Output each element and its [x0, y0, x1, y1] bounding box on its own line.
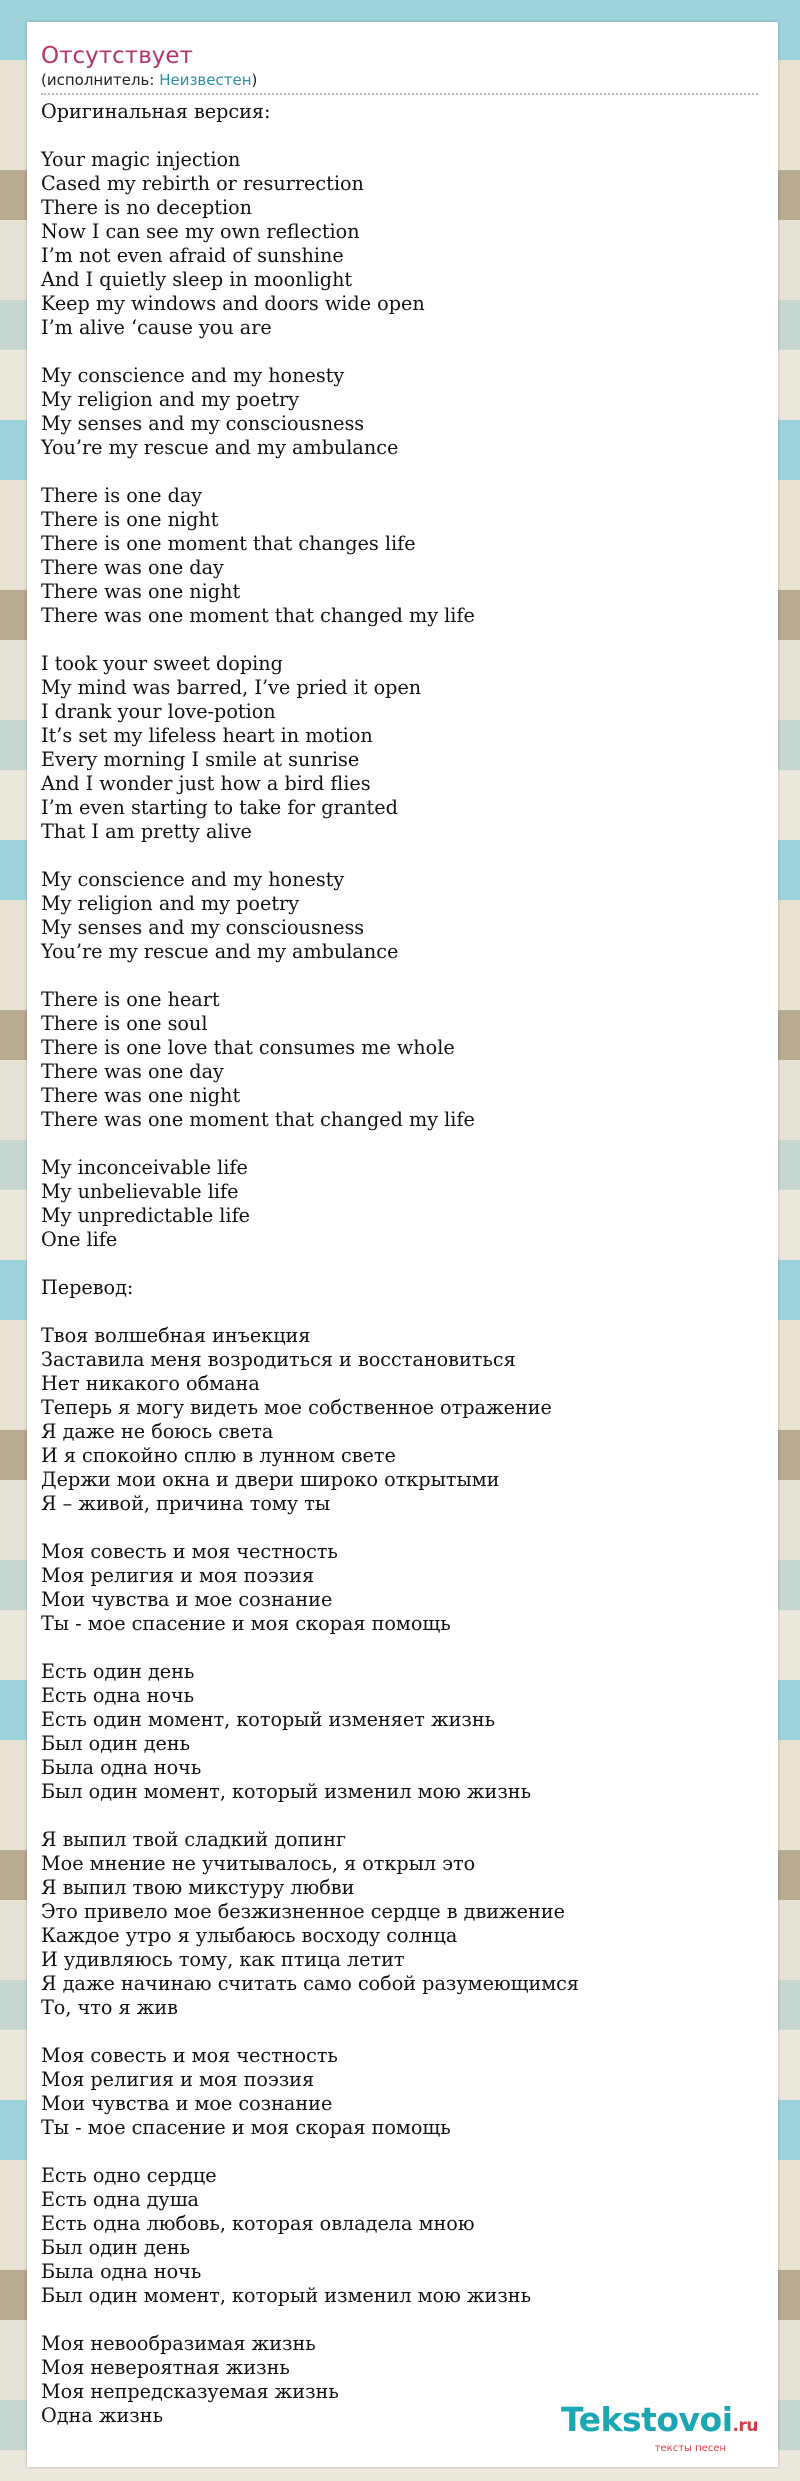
lyric-line: That I am pretty alive [41, 820, 252, 843]
lyric-line [41, 1132, 761, 1156]
lyric-line: Есть один момент, который изменяет жизнь [41, 1708, 496, 1731]
lyric-line: Моя религия и моя поэзия [41, 1564, 315, 1587]
lyric-line: Ты - мое спасение и моя скорая помощь [41, 1612, 451, 1635]
lyric-line: Я даже начинаю считать само собой разумеющимся [41, 1972, 580, 1995]
lyric-line: My senses and my consciousness [41, 412, 365, 435]
lyric-line: There was one night [41, 580, 241, 603]
lyric-line: Одна жизнь [41, 2404, 164, 2427]
logo-wordmark [561, 2400, 758, 2443]
lyric-line: Твоя волшебная инъекция [41, 1324, 311, 1347]
lyric-line: One life [41, 1228, 118, 1251]
lyric-line: Моя совесть и моя честность [41, 1540, 338, 1563]
lyric-line [41, 340, 761, 364]
lyric-line: Ты - мое спасение и моя скорая помощь [41, 2116, 451, 2139]
artist-link[interactable]: Неизвестен [159, 71, 252, 89]
lyric-line: Была одна ночь [41, 1756, 202, 1779]
lyric-line [41, 1804, 761, 1828]
lyric-line [41, 1300, 761, 1324]
lyric-line: My conscience and my honesty [41, 364, 345, 387]
lyric-line: Перевод: [41, 1276, 134, 1299]
lyric-line: Мое мнение не учитывалось, я открыл это [41, 1852, 476, 1875]
lyric-line: Теперь я могу видеть мое собственное отражение [41, 1396, 552, 1419]
lyric-line: Now I can see my own reflection [41, 220, 360, 243]
lyric-line: Оригинальная версия: [41, 100, 271, 123]
lyric-line: There is one heart [41, 988, 220, 1011]
lyric-line: И я спокойно сплю в лунном свете [41, 1444, 396, 1467]
lyric-line: Я даже не боюсь света [41, 1420, 274, 1443]
lyric-line: There was one night [41, 1084, 241, 1107]
lyric-line: Есть одно сердце [41, 2164, 217, 2187]
lyric-line: There was one moment that changed my life [41, 604, 475, 627]
lyric-line [41, 2020, 761, 2044]
lyric-line: I’m even starting to take for granted [41, 796, 398, 819]
lyric-line: Был один день [41, 2236, 191, 2259]
lyric-line: Нет никакого обмана [41, 1372, 260, 1395]
lyric-line: Каждое утро я улыбаюсь восходу солнца [41, 1924, 458, 1947]
lyric-line [41, 2140, 761, 2164]
logo-tagline: тексты песен [654, 2443, 726, 2454]
lyric-line: There is no deception [41, 196, 253, 219]
lyric-line [41, 844, 761, 868]
lyric-line [41, 964, 761, 988]
lyric-line: You’re my rescue and my ambulance [41, 940, 399, 963]
lyric-line [41, 1252, 761, 1276]
lyric-line: There was one day [41, 556, 224, 579]
lyric-line: Есть одна душа [41, 2188, 199, 2211]
lyric-line [41, 1636, 761, 1660]
logo-tld: .ru [732, 2416, 758, 2436]
lyric-line: I took your sweet doping [41, 652, 283, 675]
lyric-line: It’s set my lifeless heart in motion [41, 724, 373, 747]
lyric-line: Моя невероятная жизнь [41, 2356, 290, 2379]
lyric-line: And I quietly sleep in moonlight [41, 268, 353, 291]
lyric-line [41, 124, 761, 148]
artist-suffix: ) [251, 71, 258, 89]
lyric-line: Я выпил твой сладкий допинг [41, 1828, 347, 1851]
lyric-line: My unbelievable life [41, 1180, 239, 1203]
lyric-line: Мои чувства и мое сознание [41, 2092, 333, 2115]
lyric-line: There is one moment that changes life [41, 532, 416, 555]
lyric-line: There is one night [41, 508, 219, 531]
lyrics-card [27, 22, 778, 2467]
lyric-line: There is one day [41, 484, 203, 507]
lyric-line: Your magic injection [41, 148, 241, 171]
logo-name: Tekstovoi [561, 2400, 733, 2439]
lyric-line [41, 628, 761, 652]
lyric-line: I drank your love-potion [41, 700, 276, 723]
lyric-line: Мои чувства и мое сознание [41, 1588, 333, 1611]
lyric-line: Моя невообразимая жизнь [41, 2332, 316, 2355]
lyric-line: Это привело мое безжизненное сердце в движение [41, 1900, 565, 1923]
lyric-line: My senses and my consciousness [41, 916, 365, 939]
lyric-line: My conscience and my honesty [41, 868, 345, 891]
lyric-line: То, что я жив [41, 1996, 178, 2019]
lyric-line [41, 460, 761, 484]
lyric-line: Every morning I smile at sunrise [41, 748, 360, 771]
song-title: Отсутствует [41, 43, 193, 69]
lyric-line: There is one soul [41, 1012, 208, 1035]
lyric-line: Заставила меня возродиться и восстановиться [41, 1348, 516, 1371]
lyric-line: My inconceivable life [41, 1156, 248, 1179]
lyric-line: Я выпил твою микстуру любви [41, 1876, 355, 1899]
lyric-line: Cased my rebirth or resurrection [41, 172, 364, 195]
lyric-line: My religion and my poetry [41, 388, 300, 411]
lyric-line: My mind was barred, I’ve pried it open [41, 676, 422, 699]
lyric-line [41, 2308, 761, 2332]
lyric-line: There was one day [41, 1060, 224, 1083]
lyric-line: I’m not even afraid of sunshine [41, 244, 344, 267]
lyric-line: Был один момент, который изменил мою жизнь [41, 2284, 532, 2307]
lyric-line: Моя религия и моя поэзия [41, 2068, 315, 2091]
artist-prefix: (исполнитель: [41, 71, 160, 89]
lyric-line: Есть одна любовь, которая овладела мною [41, 2212, 475, 2235]
lyric-line: Моя совесть и моя честность [41, 2044, 338, 2067]
lyrics-text [41, 100, 761, 2428]
artist-line [41, 70, 758, 90]
lyric-line: Есть один день [41, 1660, 195, 1683]
song-header [41, 42, 758, 95]
lyric-line: You’re my rescue and my ambulance [41, 436, 399, 459]
lyric-line [41, 1516, 761, 1540]
lyric-line: And I wonder just how a bird flies [41, 772, 371, 795]
lyric-line: My religion and my poetry [41, 892, 300, 915]
lyric-line: Keep my windows and doors wide open [41, 292, 425, 315]
lyric-line: Была одна ночь [41, 2260, 202, 2283]
site-logo[interactable] [561, 2400, 758, 2455]
lyric-line: Я – живой, причина тому ты [41, 1492, 331, 1515]
lyric-line: Был один день [41, 1732, 191, 1755]
lyric-line: Держи мои окна и двери широко открытыми [41, 1468, 500, 1491]
lyric-line: И удивляюсь тому, как птица летит [41, 1948, 405, 1971]
lyric-line: There is one love that consumes me whole [41, 1036, 455, 1059]
lyric-line: Был один момент, который изменил мою жизнь [41, 1780, 532, 1803]
lyric-line: Моя непредсказуемая жизнь [41, 2380, 339, 2403]
lyric-line: Есть одна ночь [41, 1684, 195, 1707]
lyric-line: There was one moment that changed my life [41, 1108, 475, 1131]
lyric-line: My unpredictable life [41, 1204, 251, 1227]
lyric-line: I’m alive ‘cause you are [41, 316, 272, 339]
